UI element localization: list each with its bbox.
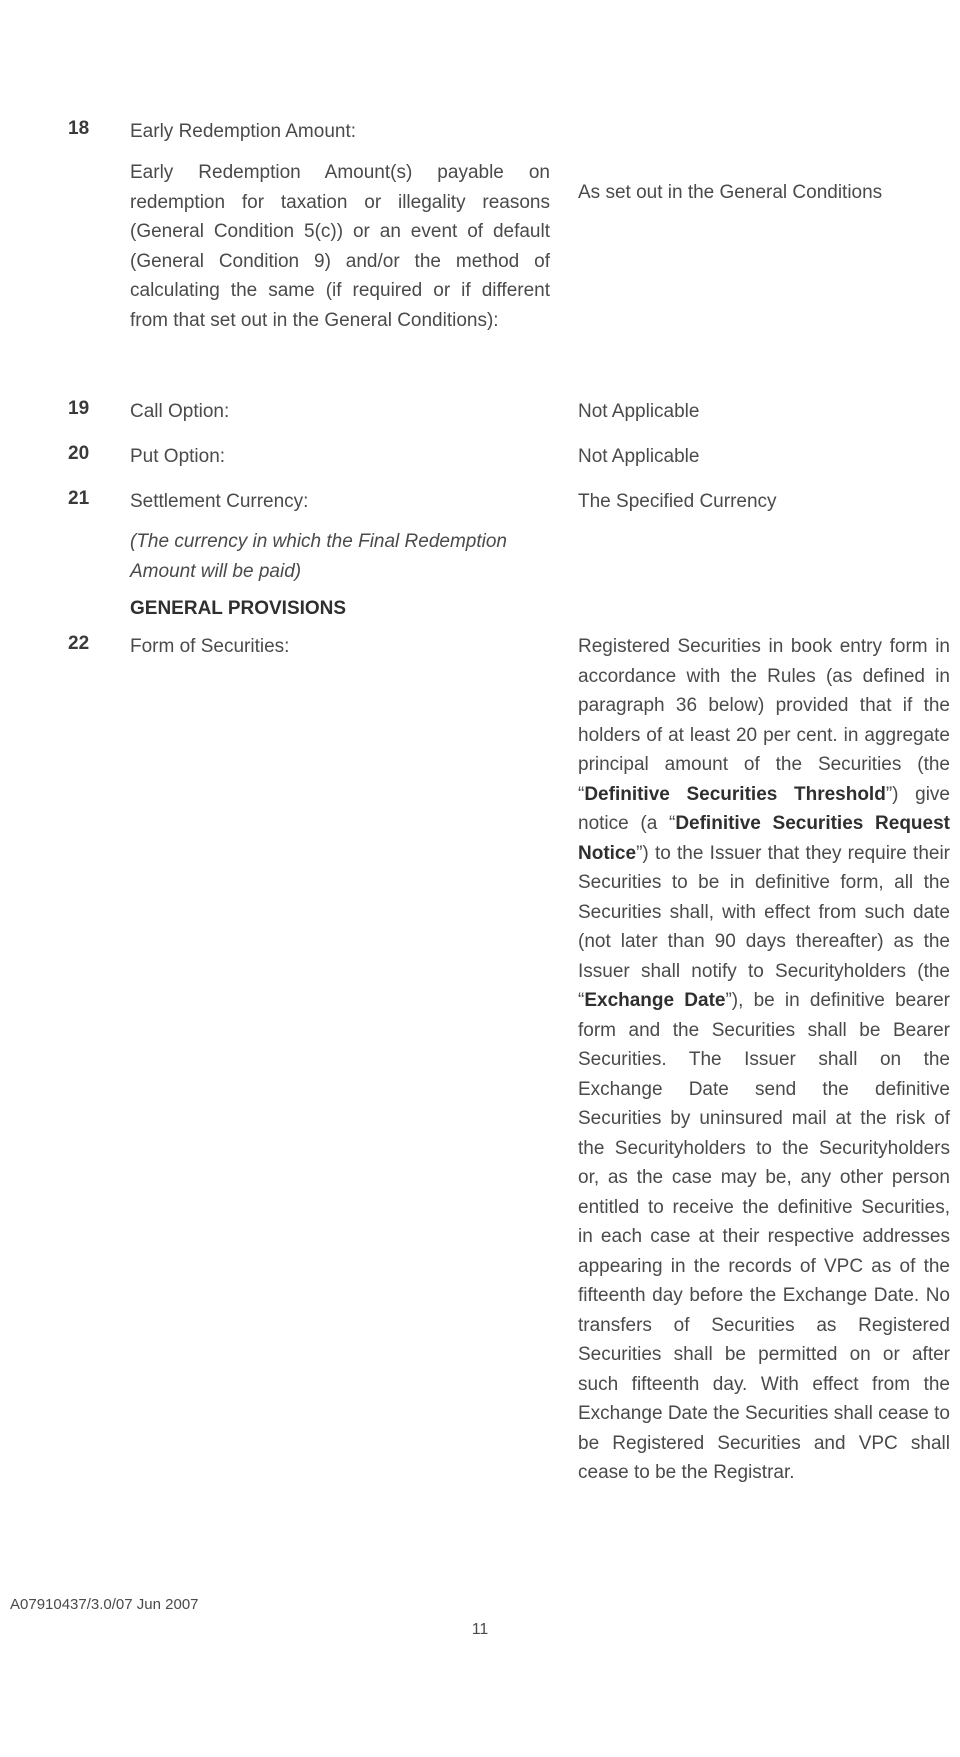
form-text-part-4: ”), be in definitive bearer form and the Securities shall be Bearer Securities. The Issuer shall on the Exchange Date send the definitive Securities by uninsured mail at the risk of the Securityholders to the Securityholders or, as the case may be, any other person entitled to receive the definitive Securities, in each case at their respective addresses appearing in the records of VPC as of the fifteenth day before the Exchange Date. No transfers of Securities as Registered Securities shall be permitted on or after such fifteenth day. With effect from the Exchange Date the Securities shall cease to be Registered Securities and VPC shall cease to be the Registrar. xyxy=(578,990,950,1483)
item-number-21: 21 xyxy=(68,488,90,509)
form-text-part-3: ”) to the Issuer that they require their Securities to be in definitive form, all the Securities shall, with effect from such date (not later than 90 days thereafter) as the Issuer shall notify to Securityholders (the “ xyxy=(578,842,950,1011)
defined-term-exchange-date: Exchange Date xyxy=(584,990,726,1011)
document-reference: A07910437/3.0/07 Jun 2007 xyxy=(10,1596,199,1613)
defined-term-definitive-securities-request-notice: Definitive Securities Request Notice xyxy=(578,813,950,864)
defined-term-definitive-securities-threshold: Definitive Securities Threshold xyxy=(584,783,886,805)
item-sublabel-early-redemption-description: Early Redemption Amount(s) payable on redemption for taxation or illegality reasons (General Condition 5(c)) or an event of default (General Condition 9) and/or the method of calculating the same (if required or if different from that set out in the General Conditions): xyxy=(130,162,550,331)
item-sublabel-settlement-currency-note: (The currency in which the Final Redemption Amount will be paid) xyxy=(130,531,508,582)
section-heading-general-provisions: GENERAL PROVISIONS xyxy=(130,598,347,619)
item-value-put-option: Not Applicable xyxy=(578,446,700,467)
item-number-18: 18 xyxy=(68,118,90,139)
item-number-19: 19 xyxy=(68,398,90,419)
page-number: 11 xyxy=(471,1621,489,1638)
item-value-settlement-currency: The Specified Currency xyxy=(578,491,777,512)
item-value-call-option: Not Applicable xyxy=(578,401,700,422)
item-label-settlement-currency: Settlement Currency: xyxy=(130,491,309,512)
item-label-early-redemption-amount: Early Redemption Amount: xyxy=(130,121,357,142)
item-number-22: 22 xyxy=(68,633,90,654)
item-label-call-option: Call Option: xyxy=(130,401,230,422)
item-number-20: 20 xyxy=(68,443,90,464)
item-value-form-of-securities xyxy=(578,632,950,1488)
item-value-early-redemption-amount: As set out in the General Conditions xyxy=(578,182,883,203)
item-label-form-of-securities: Form of Securities: xyxy=(130,636,290,657)
form-text-part-2: ”) give notice (a “ xyxy=(578,783,950,834)
form-text-part-1: Registered Securities in book entry form in accordance with the Rules (as defined in paragraph 36 below) provided that if the holders of at least 20 per cent. in aggregate principal amount of the Securities (the “ xyxy=(578,636,950,805)
item-label-put-option: Put Option: xyxy=(130,446,226,467)
